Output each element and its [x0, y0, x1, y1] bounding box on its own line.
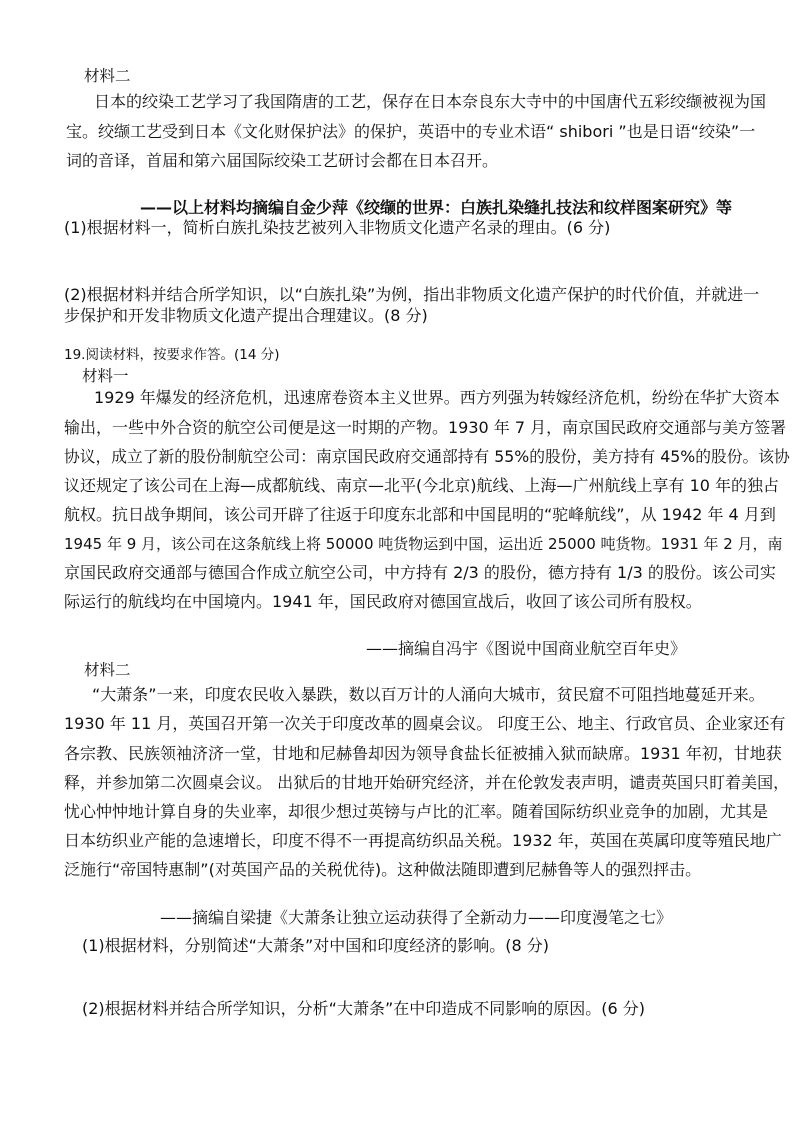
paragraph-line: 1945 年 9 月，该公司在这条航线上将 50000 吨货物运到中国，运出近 25000 吨货物。1931 年 2 月，南: [64, 535, 783, 553]
source-citation: ——摘编自冯宇《图说中国商业航空百年史》: [366, 639, 687, 658]
paragraph-line: 输出，一些中外合资的航空公司便是这一时期的产物。1930 年 7 月，南京国民政府交通部与美方签署: [64, 418, 787, 437]
question-2-line: 步保护和开发非物质文化遗产提出合理建议。(8 分): [64, 306, 428, 325]
question-1: (1)根据材料一，简析白族扎染技艺被列入非物质文化遗产名录的理由。(6 分): [64, 218, 611, 237]
paragraph-line: 际运行的航线均在中国境内。1941 年，国民政府对德国宣战后，收回了该公司所有股权。: [64, 592, 702, 611]
paragraph-line: 词的音译，首届和第六届国际绞染工艺研讨会都在日本召开。: [66, 151, 499, 170]
material-two-heading: 材料二: [84, 67, 131, 85]
question-2-line: (2)根据材料并结合所学知识，以“白族扎染”为例，指出非物质文化遗产保护的时代价值，并就进一: [64, 285, 760, 304]
paragraph-line: 1929 年爆发的经济危机，迅速席卷资本主义世界。西方列强为转嫁经济危机，纷纷在华扩大资本: [94, 388, 780, 407]
paragraph-line: 泛施行“帝国特惠制”(对英国产品的关税优待)。这种做法随即遭到尼赫鲁等人的强烈抨击。: [64, 860, 702, 879]
paragraph-line: 议还规定了该公司在上海—成都航线、南京—北平(今北京)航线、上海—广州航线上享有 10 年的独占: [64, 476, 780, 495]
paragraph-line: 释，并参加第二次圆桌会议。 出狱后的甘地开始研究经济，并在伦敦发表声明，谴责英国只盯着美国，: [64, 773, 790, 792]
paragraph-line: 日本纺织业产能的急速增长，印度不得不一再提高纺织品关税。1932 年，英国在英属印度等殖民地广: [64, 831, 782, 850]
paragraph-line: “大萧条”一来，印度农民收入暴跌，数以百万计的人涌向大城市，贫民窟不可阻挡地蔓延开来。: [92, 685, 765, 704]
paragraph-line: 京国民政府交通部与德国合作成立航空公司，中方持有 2/3 的股份，德方持有 1/3 的股份。该公司实: [64, 563, 776, 582]
question-stem: 19.阅读材料，按要求作答。(14 分): [64, 347, 280, 363]
source-citation: ——以上材料均摘编自金少萍《绞缬的世界：白族扎染缝扎技法和纹样图案研究》等: [140, 198, 733, 217]
source-citation: ——摘编自梁捷《大萧条让独立运动获得了全新动力——印度漫笔之七》: [160, 908, 673, 927]
paragraph-line: 宝。绞缬工艺受到日本《文化财保护法》的保护，英语中的专业术语“ shibori ”也是日语“绞染”一: [66, 122, 756, 141]
paragraph-line: 协议，成立了新的股份制航空公司：南京国民政府交通部持有 55%的股份，美方持有 45%的股份。该协: [64, 447, 790, 466]
paragraph-line: 1930 年 11 月，英国召开第一次关于印度改革的圆桌会议。 印度王公、地主、行政官员、企业家还有: [64, 714, 786, 733]
paragraph-line: 航权。抗日战争期间，该公司开辟了往返于印度东北部和中国昆明的“驼峰航线”，从 1942 年 4 月到: [64, 505, 776, 524]
question-2: (2)根据材料并结合所学知识，分析“大萧条”在中印造成不同影响的原因。(6 分): [82, 999, 645, 1018]
paragraph-line: 忧心忡忡地计算自身的失业率，却很少想过英镑与卢比的汇率。随着国际纺织业竞争的加剧，尤其是: [64, 802, 769, 821]
paragraph-line: 各宗教、民族领袖济济一堂，甘地和尼赫鲁却因为领导食盐长征被捕入狱而缺席。1931 年初，甘地获: [64, 744, 782, 763]
question-1: (1)根据材料，分别简述“大萧条”对中国和印度经济的影响。(8 分): [82, 936, 549, 955]
paragraph-line: 日本的绞染工艺学习了我国隋唐的工艺，保存在日本奈良东大寺中的中国唐代五彩绞缬被视为国: [94, 92, 767, 111]
material-one-heading: 材料一: [82, 367, 129, 385]
material-two-heading: 材料二: [84, 661, 131, 679]
